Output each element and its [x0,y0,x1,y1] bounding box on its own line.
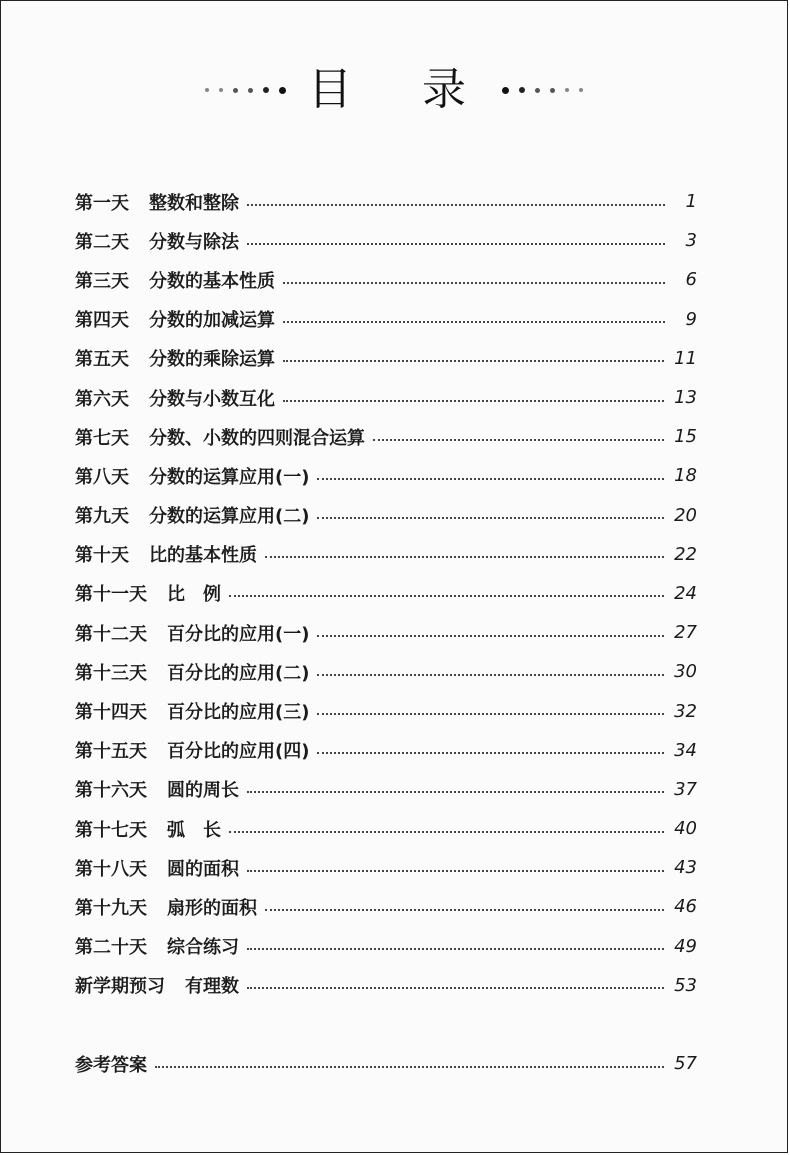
toc-page-number: 13 [674,387,697,409]
toc-entry[interactable] [75,378,697,417]
dot-leader [317,515,664,519]
toc-entry[interactable] [75,456,697,495]
toc-topic: 百分比的应用(三) [167,702,310,724]
toc-topic: 分数与小数互化 [149,388,275,410]
toc-entry[interactable] [75,691,697,730]
dot-leader [247,202,665,206]
toc-topic: 分数的运算应用(一) [149,466,310,488]
right-dot-ornament [502,87,583,94]
toc-entry[interactable] [75,887,697,926]
page-title: 目 录 [308,64,494,115]
toc-entry[interactable] [75,966,697,1005]
toc-page-number: 20 [674,504,697,526]
dot-leader [283,280,665,284]
dot-leader [317,750,664,754]
toc-entry[interactable] [75,848,697,887]
toc-day: 第十一天 [75,584,147,606]
dot-leader [317,476,664,480]
toc-page-number: 46 [674,896,697,918]
toc-entry[interactable] [75,809,697,848]
toc-page-number: 43 [674,857,697,879]
toc-day: 第十七天 [75,819,147,841]
left-dot-ornament [205,87,286,94]
toc-day: 第七天 [75,427,129,449]
toc-topic: 分数的乘除运算 [149,349,275,371]
answer-key-page-number: 57 [674,1053,697,1075]
toc-topic: 综合练习 [167,937,239,959]
toc-page-number: 15 [674,426,697,448]
toc-topic: 百分比的应用(二) [167,662,310,684]
toc-entry[interactable] [75,300,697,339]
toc-topic: 比的基本性质 [149,545,257,567]
toc-day: 第十八天 [75,858,147,880]
title-banner [1,65,787,115]
toc-entry[interactable] [75,731,697,770]
toc-day: 第十五天 [75,741,147,763]
dot-leader [155,1064,664,1068]
toc-topic: 分数的加减运算 [149,310,275,332]
toc-entry[interactable] [75,417,697,456]
toc-day: 第三天 [75,270,129,292]
table-of-contents [75,182,697,1005]
dot-leader [229,593,664,597]
toc-entry[interactable] [75,260,697,299]
toc-entry[interactable] [75,927,697,966]
toc-topic: 分数的基本性质 [149,270,275,292]
dot-leader [247,868,664,872]
toc-entry[interactable] [75,182,697,221]
toc-topic: 整数和整除 [149,192,239,214]
dot-leader [317,672,664,676]
dot-leader [265,907,664,911]
dot-leader [283,358,664,362]
toc-page-number: 9 [685,308,697,330]
toc-page-number: 37 [674,778,697,800]
dot-leader [265,554,664,558]
toc-topic: 扇形的面积 [167,897,257,919]
toc-day: 第二十天 [75,937,147,959]
dot-leader [283,398,664,402]
toc-entry[interactable] [75,613,697,652]
toc-topic: 分数与除法 [149,231,239,253]
toc-entry[interactable] [75,574,697,613]
toc-topic: 弧 长 [167,819,221,841]
toc-page-number: 49 [674,935,697,957]
toc-page-number: 24 [674,582,697,604]
toc-topic: 圆的周长 [167,780,239,802]
toc-page-number: 18 [674,465,697,487]
dot-leader [317,711,664,715]
toc-day: 第九天 [75,506,129,528]
answer-key-section [75,1044,697,1083]
toc-day: 新学期预习 [75,976,165,998]
toc-page-number: 40 [674,818,697,840]
toc-day: 第十四天 [75,702,147,724]
toc-page-number: 34 [674,739,697,761]
dot-leader [229,829,664,833]
toc-day: 第二天 [75,231,129,253]
toc-entry[interactable] [75,770,697,809]
answer-key-label: 参考答案 [75,1054,147,1076]
toc-day: 第四天 [75,310,129,332]
toc-page-number: 22 [674,543,697,565]
toc-topic: 分数的运算应用(二) [149,506,310,528]
toc-topic: 分数、小数的四则混合运算 [149,427,365,449]
dot-leader [247,789,664,793]
toc-topic: 百分比的应用(四) [167,741,310,763]
toc-page-number: 6 [685,269,697,291]
toc-entry[interactable] [75,496,697,535]
toc-page-number: 1 [685,191,697,213]
toc-day: 第六天 [75,388,129,410]
dot-leader [283,319,665,323]
toc-entry-answer-key[interactable] [75,1044,697,1083]
toc-topic: 有理数 [185,976,239,998]
toc-page-number: 30 [674,661,697,683]
toc-day: 第十六天 [75,780,147,802]
dot-leader [247,985,664,989]
toc-day: 第十九天 [75,897,147,919]
toc-day: 第八天 [75,466,129,488]
dot-leader [247,946,664,950]
dot-leader [247,241,665,245]
toc-entry[interactable] [75,339,697,378]
toc-page-number: 27 [674,622,697,644]
toc-day: 第五天 [75,349,129,371]
toc-topic: 百分比的应用(一) [167,623,310,645]
toc-entry[interactable] [75,535,697,574]
dot-leader [373,437,664,441]
toc-page-number: 3 [685,230,697,252]
toc-day: 第十三天 [75,662,147,684]
dot-leader [317,633,664,637]
toc-entry[interactable] [75,652,697,691]
toc-day: 第十二天 [75,623,147,645]
toc-day: 第十天 [75,545,129,567]
toc-page-number: 32 [674,700,697,722]
toc-entry[interactable] [75,221,697,260]
toc-day: 第一天 [75,192,129,214]
toc-page-number: 11 [674,347,697,369]
toc-topic: 圆的面积 [167,858,239,880]
toc-topic: 比 例 [167,584,221,606]
toc-page-number: 53 [674,974,697,996]
